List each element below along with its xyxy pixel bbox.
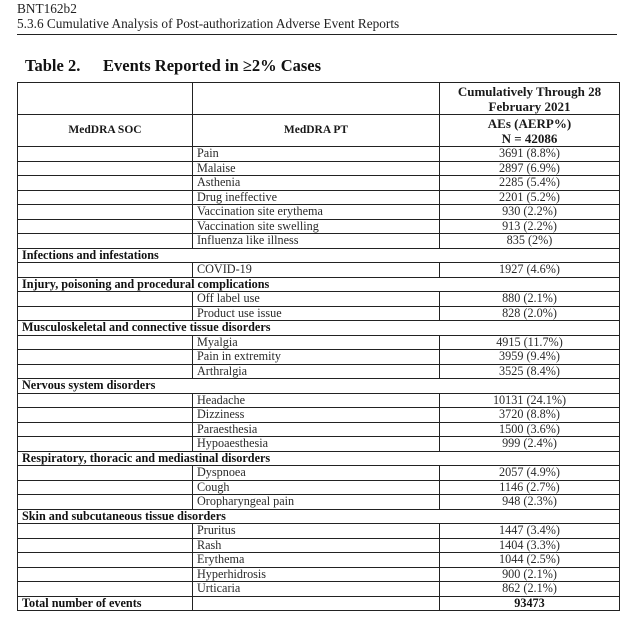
pt-cell: Oropharyngeal pain <box>193 495 440 510</box>
header-period <box>440 83 620 115</box>
table-row <box>18 205 620 220</box>
header-metric-label: AEs (AERP%) <box>487 116 572 131</box>
soc-cell <box>18 306 193 321</box>
product-name: BNT162b2 <box>17 1 77 16</box>
value-cell: 930 (2.2%) <box>440 205 620 220</box>
pt-cell: Product use issue <box>193 306 440 321</box>
value-cell: 862 (2.1%) <box>440 582 620 597</box>
pt-cell: Hyperhidrosis <box>193 567 440 582</box>
table-row <box>18 437 620 452</box>
soc-cell <box>18 176 193 191</box>
soc-group-label: Skin and subcutaneous tissue disorders <box>18 509 620 524</box>
soc-cell <box>18 234 193 249</box>
total-label: Total number of events <box>18 596 193 611</box>
value-cell: 2285 (5.4%) <box>440 176 620 191</box>
soc-cell <box>18 205 193 220</box>
pt-cell: Influenza like illness <box>193 234 440 249</box>
soc-cell <box>18 147 193 162</box>
soc-group-row <box>18 451 620 466</box>
header-soc: MedDRA SOC <box>18 115 193 147</box>
table-row <box>18 190 620 205</box>
soc-cell <box>18 335 193 350</box>
value-cell: 2201 (5.2%) <box>440 190 620 205</box>
soc-cell <box>18 480 193 495</box>
table-number: Table 2. <box>25 56 81 75</box>
pt-cell: Vaccination site swelling <box>193 219 440 234</box>
soc-group-label: Respiratory, thoracic and mediastinal disorders <box>18 451 620 466</box>
pt-cell: Erythema <box>193 553 440 568</box>
soc-group-row <box>18 509 620 524</box>
pt-cell: Pruritus <box>193 524 440 539</box>
soc-cell <box>18 524 193 539</box>
value-cell: 1146 (2.7%) <box>440 480 620 495</box>
value-cell: 3691 (8.8%) <box>440 147 620 162</box>
header-pt: MedDRA PT <box>193 115 440 147</box>
table-row <box>18 582 620 597</box>
soc-group-label: Infections and infestations <box>18 248 620 263</box>
pt-cell: Malaise <box>193 161 440 176</box>
table-row <box>18 480 620 495</box>
value-cell: 999 (2.4%) <box>440 437 620 452</box>
soc-cell <box>18 350 193 365</box>
value-cell: 828 (2.0%) <box>440 306 620 321</box>
header-rule <box>17 34 617 35</box>
value-cell: 1500 (3.6%) <box>440 422 620 437</box>
pt-cell: Arthralgia <box>193 364 440 379</box>
value-cell: 1447 (3.4%) <box>440 524 620 539</box>
soc-cell <box>18 364 193 379</box>
adverse-events-table <box>17 82 620 611</box>
value-cell: 2057 (4.9%) <box>440 466 620 481</box>
soc-group-label: Musculoskeletal and connective tissue disorders <box>18 321 620 336</box>
total-value: 93473 <box>440 596 620 611</box>
table-row <box>18 567 620 582</box>
table-row <box>18 161 620 176</box>
table-row <box>18 422 620 437</box>
table-title: Events Reported in ≥2% Cases <box>103 56 322 75</box>
value-cell: 835 (2%) <box>440 234 620 249</box>
header-soc-top <box>18 83 193 115</box>
total-row <box>18 596 620 611</box>
table-row <box>18 176 620 191</box>
soc-cell <box>18 495 193 510</box>
soc-cell <box>18 292 193 307</box>
soc-cell <box>18 466 193 481</box>
pt-cell: Paraesthesia <box>193 422 440 437</box>
header-row-period <box>18 83 620 115</box>
table-row <box>18 393 620 408</box>
value-cell: 880 (2.1%) <box>440 292 620 307</box>
header-n: N = 42086 <box>501 131 558 146</box>
soc-group-row <box>18 248 620 263</box>
pt-cell: Vaccination site erythema <box>193 205 440 220</box>
soc-cell <box>18 393 193 408</box>
pt-cell: Pain in extremity <box>193 350 440 365</box>
table-row <box>18 219 620 234</box>
value-cell: 948 (2.3%) <box>440 495 620 510</box>
table-body <box>18 147 620 611</box>
pt-cell: Dizziness <box>193 408 440 423</box>
table-row <box>18 147 620 162</box>
pt-cell: Pain <box>193 147 440 162</box>
table-row <box>18 234 620 249</box>
header-period-line2: February 2021 <box>488 99 571 114</box>
table-row <box>18 466 620 481</box>
soc-cell <box>18 437 193 452</box>
pt-cell: Cough <box>193 480 440 495</box>
value-cell: 10131 (24.1%) <box>440 393 620 408</box>
table-row <box>18 350 620 365</box>
value-cell: 4915 (11.7%) <box>440 335 620 350</box>
soc-group-row <box>18 277 620 292</box>
soc-cell <box>18 408 193 423</box>
section-title: 5.3.6 Cumulative Analysis of Post-authorization Adverse Event Reports <box>17 16 400 31</box>
pt-cell: Hypoaesthesia <box>193 437 440 452</box>
soc-cell <box>18 553 193 568</box>
soc-cell <box>18 263 193 278</box>
soc-cell <box>18 161 193 176</box>
pt-cell: Drug ineffective <box>193 190 440 205</box>
table-row <box>18 408 620 423</box>
value-cell: 913 (2.2%) <box>440 219 620 234</box>
header-period-line1: Cumulatively Through 28 <box>457 84 602 99</box>
total-pt-cell <box>193 596 440 611</box>
value-cell: 900 (2.1%) <box>440 567 620 582</box>
header-pt-top <box>193 83 440 115</box>
pt-cell: Rash <box>193 538 440 553</box>
soc-group-row <box>18 379 620 394</box>
value-cell: 3959 (9.4%) <box>440 350 620 365</box>
pt-cell: Headache <box>193 393 440 408</box>
table-row <box>18 306 620 321</box>
soc-group-label: Injury, poisoning and procedural complications <box>18 277 620 292</box>
soc-cell <box>18 219 193 234</box>
pt-cell: Urticaria <box>193 582 440 597</box>
table-row <box>18 553 620 568</box>
pt-cell: COVID-19 <box>193 263 440 278</box>
header-row-columns <box>18 115 620 147</box>
soc-cell <box>18 567 193 582</box>
table-row <box>18 524 620 539</box>
value-cell: 1404 (3.3%) <box>440 538 620 553</box>
soc-cell <box>18 582 193 597</box>
soc-group-row <box>18 321 620 336</box>
pt-cell: Dyspnoea <box>193 466 440 481</box>
pt-cell: Off label use <box>193 292 440 307</box>
soc-group-label: Nervous system disorders <box>18 379 620 394</box>
value-cell: 2897 (6.9%) <box>440 161 620 176</box>
table-row <box>18 292 620 307</box>
soc-cell <box>18 538 193 553</box>
table-caption <box>25 56 321 76</box>
pt-cell: Myalgia <box>193 335 440 350</box>
value-cell: 1044 (2.5%) <box>440 553 620 568</box>
document-header <box>17 1 617 31</box>
value-cell: 3720 (8.8%) <box>440 408 620 423</box>
table-row <box>18 335 620 350</box>
header-metric <box>440 115 620 147</box>
pt-cell: Asthenia <box>193 176 440 191</box>
value-cell: 3525 (8.4%) <box>440 364 620 379</box>
soc-cell <box>18 422 193 437</box>
table-row <box>18 495 620 510</box>
soc-cell <box>18 190 193 205</box>
table-row <box>18 364 620 379</box>
table-row <box>18 263 620 278</box>
value-cell: 1927 (4.6%) <box>440 263 620 278</box>
table-row <box>18 538 620 553</box>
